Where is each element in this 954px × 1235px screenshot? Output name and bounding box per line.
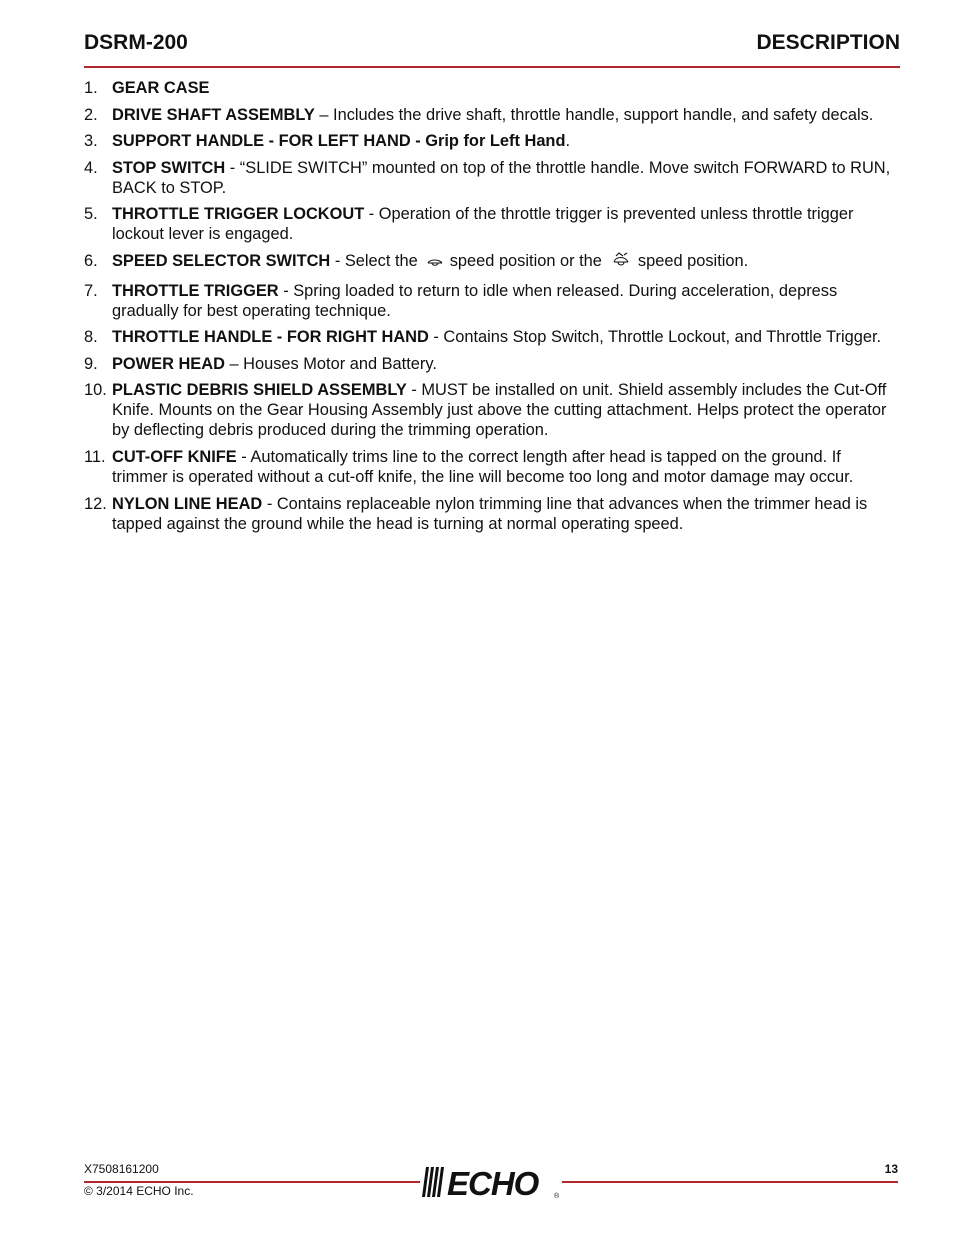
item-number: 12.	[84, 494, 107, 513]
footer-rule-left	[84, 1181, 420, 1183]
item-number: 8.	[84, 328, 98, 347]
logo-wordmark: ECHO	[447, 1165, 539, 1200]
section-title: DESCRIPTION	[756, 31, 900, 54]
list-item	[84, 131, 896, 151]
list-item	[84, 494, 896, 534]
fast-speed-icon	[610, 251, 632, 274]
item-title: THROTTLE TRIGGER LOCKOUT	[112, 205, 365, 224]
item-title: DRIVE SHAFT ASSEMBLY	[112, 105, 315, 124]
list-item	[84, 251, 896, 274]
item-number: 5.	[84, 205, 98, 224]
item-title: THROTTLE HANDLE - FOR RIGHT HAND	[112, 328, 429, 347]
svg-text:®: ®	[554, 1193, 560, 1200]
list-item	[84, 447, 896, 487]
list-item	[84, 354, 896, 374]
list-item	[84, 327, 896, 347]
slow-speed-icon	[426, 254, 444, 274]
list-item	[84, 105, 896, 125]
item-title: PLASTIC DEBRIS SHIELD ASSEMBLY	[112, 381, 407, 400]
item-number: 7.	[84, 281, 98, 300]
list-item	[84, 78, 896, 98]
list-item	[84, 281, 896, 321]
item-text: .	[565, 132, 571, 151]
item-title: CUT-OFF KNIFE	[112, 447, 237, 466]
item-number: 9.	[84, 354, 98, 373]
item-number: 4.	[84, 158, 98, 177]
item-text: - Automatically trims line to the correct length after head is tapped on the ground. If trimmer is operated without a cut-off knife, the line will become too long and motor damage may occur.	[112, 447, 854, 486]
page-header	[84, 30, 900, 68]
component-list	[84, 78, 896, 540]
part-number: X7508161200	[84, 1162, 159, 1176]
item-text: - Select the	[330, 251, 418, 270]
item-text: – Houses Motor and Battery.	[224, 354, 437, 373]
list-item	[84, 204, 896, 244]
item-title: THROTTLE TRIGGER	[112, 281, 279, 300]
item-title: STOP SWITCH	[112, 158, 226, 177]
item-text: - Contains Stop Switch, Throttle Lockout, and Throttle Trigger.	[428, 328, 882, 347]
item-text: - “SLIDE SWITCH” mounted on top of the throttle handle. Move switch FORWARD to RUN, BACK to STOP.	[112, 158, 891, 197]
item-number: 2.	[84, 105, 98, 124]
item-title: POWER HEAD	[112, 354, 225, 373]
list-item	[84, 158, 896, 198]
item-number: 10.	[84, 381, 107, 400]
item-text: - MUST be installed on unit. Shield assembly includes the Cut-Off Knife. Mounts on the Gear Housing Assembly just above the cutting attachment. Helps protect the operator by deflecting debris produced during the trimming operation.	[112, 381, 887, 440]
item-title: SUPPORT HANDLE - FOR LEFT HAND - Grip for Left Hand	[112, 132, 566, 151]
item-text: - Operation of the throttle trigger is prevented unless throttle trigger lockout lever is engaged.	[112, 205, 854, 244]
item-text: - Spring loaded to return to idle when released. During acceleration, depress gradually for best operating technique.	[112, 281, 838, 320]
echo-logo	[420, 1164, 562, 1200]
item-title: SPEED SELECTOR SWITCH	[112, 251, 331, 270]
item-text-end: speed position.	[637, 251, 749, 270]
item-text: - Contains replaceable nylon trimming line that advances when the trimmer head is tapped against the ground while the head is turning at normal operating speed.	[112, 494, 868, 533]
page-number: 13	[884, 1162, 898, 1176]
item-text: – Includes the drive shaft, throttle handle, support handle, and safety decals.	[314, 105, 874, 124]
item-title: NYLON LINE HEAD	[112, 494, 263, 513]
copyright: © 3/2014 ECHO Inc.	[84, 1184, 194, 1198]
item-number: 6.	[84, 251, 98, 270]
list-item	[84, 380, 896, 440]
footer-rule-right	[562, 1181, 898, 1183]
item-text-mid: speed position or the	[449, 251, 602, 270]
item-number: 11.	[84, 447, 106, 466]
item-title: GEAR CASE	[112, 79, 210, 97]
model-title: DSRM-200	[84, 31, 188, 54]
item-number: 1.	[84, 79, 98, 97]
item-number: 3.	[84, 132, 98, 151]
